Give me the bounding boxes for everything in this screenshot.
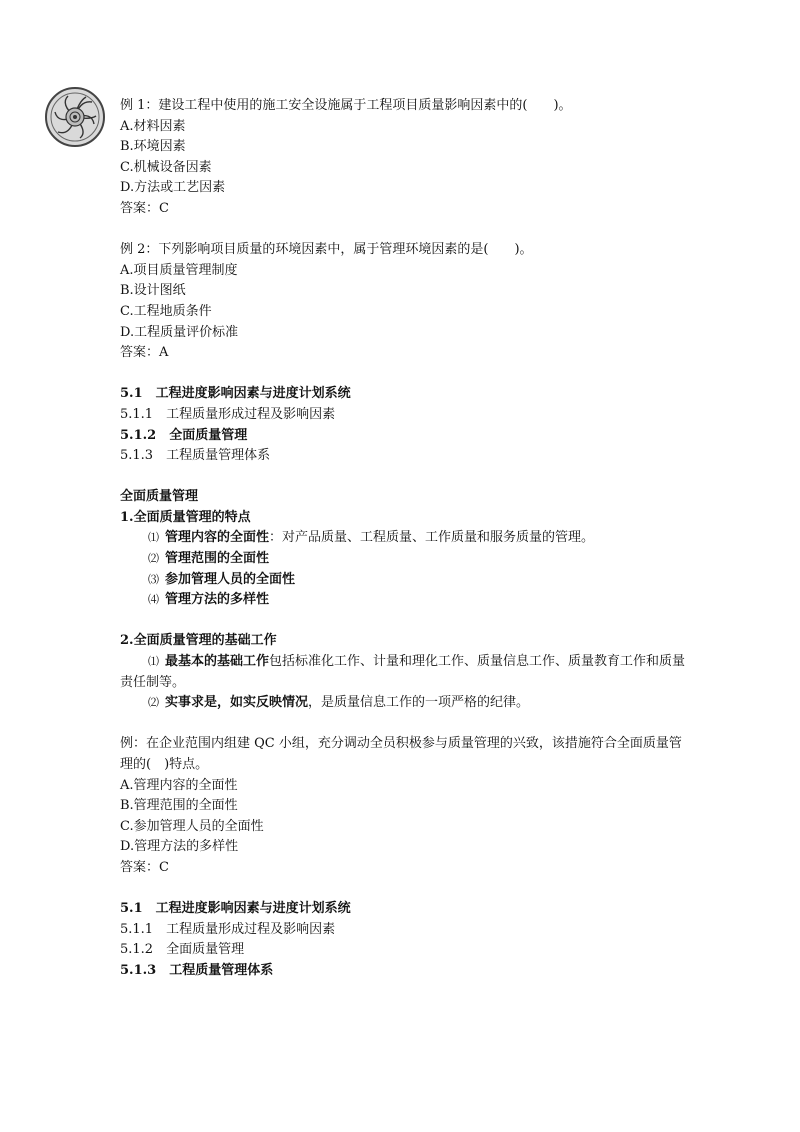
example-1-option-a: A.材料因素 <box>120 118 186 134</box>
feature-1-rest: ：对产品质量、工程质量、工作质量和服务质量的管理。 <box>269 530 595 546</box>
basic-2-number: ⑵ <box>148 696 159 710</box>
feature-1-bold: 管理内容的全面性 <box>165 530 270 546</box>
example-3-answer: 答案：C <box>120 859 169 875</box>
tqm-section-1-title: 1.全面质量管理的特点 <box>120 509 251 525</box>
example-3-option-c: C.参加管理人员的全面性 <box>120 818 264 834</box>
toc-1-item-1: 5.1.1 工程质量形成过程及影响因素 <box>120 406 336 422</box>
example-1-option-b: B.环境因素 <box>120 139 186 155</box>
feature-3-number: ⑶ <box>148 572 159 586</box>
tqm-feature-2 <box>120 549 690 570</box>
tqm-section-2-title: 2.全面质量管理的基础工作 <box>120 633 277 649</box>
example-3-option-b: B.管理范围的全面性 <box>120 798 238 814</box>
example-2-option-a: A.项目质量管理制度 <box>120 262 238 278</box>
example-1-question: 例 1：建设工程中使用的施工安全设施属于工程项目质量影响因素中的( )。 <box>120 98 572 113</box>
tqm-feature-1 <box>120 528 690 549</box>
toc-2-item-2: 5.1.2 全面质量管理 <box>120 942 245 958</box>
toc-1-heading: 5.1 工程进度影响因素与进度计划系统 <box>120 386 351 402</box>
example-3-question: 例：在企业范围内组建 QC 小组，充分调动全员积极参与质量管理的兴致，该措施符合全面质量管理的( )特点。 <box>120 736 682 772</box>
basic-2-bold: 实事求是，如实反映情况 <box>165 695 309 711</box>
tqm-title: 全面质量管理 <box>120 489 199 505</box>
example-3-option-d: D.管理方法的多样性 <box>120 839 239 855</box>
basic-1-rest: 包括标准化工作、计量和理化工作、质量信息工作、质量教育工作和质量责任制等。 <box>120 654 686 690</box>
basic-2-rest: ，是质量信息工作的一项严格的纪律。 <box>308 695 530 711</box>
example-2-option-b: B.设计图纸 <box>120 283 186 299</box>
spiral-seal-icon <box>44 86 106 148</box>
toc-1-item-3: 5.1.3 工程质量管理体系 <box>120 448 271 464</box>
toc-2-item-1: 5.1.1 工程质量形成过程及影响因素 <box>120 921 336 937</box>
basic-1-bold: 最基本的基础工作 <box>165 654 270 670</box>
example-1-answer: 答案：C <box>120 200 169 216</box>
tqm-basic-2 <box>120 693 690 714</box>
example-1-option-d: D.方法或工艺因素 <box>120 180 226 196</box>
example-2-answer: 答案：A <box>120 345 169 361</box>
feature-1-number: ⑴ <box>148 531 159 545</box>
tqm-feature-3 <box>120 570 690 591</box>
document-page <box>120 96 690 982</box>
example-2-option-c: C.工程地质条件 <box>120 303 212 319</box>
example-3-option-a: A.管理内容的全面性 <box>120 777 238 793</box>
tqm-feature-4 <box>120 590 690 611</box>
example-2-option-d: D.工程质量评价标准 <box>120 324 239 340</box>
example-1-option-c: C.机械设备因素 <box>120 159 212 175</box>
tqm-basic-1 <box>120 652 690 693</box>
example-2-question: 例 2：下列影响项目质量的环境因素中，属于管理环境因素的是( )。 <box>120 242 533 258</box>
feature-2-bold: 管理范围的全面性 <box>165 551 270 567</box>
toc-2-item-3: 5.1.3 工程质量管理体系 <box>120 962 274 978</box>
feature-3-bold: 参加管理人员的全面性 <box>165 571 296 587</box>
basic-1-number: ⑴ <box>148 655 159 669</box>
feature-4-bold: 管理方法的多样性 <box>165 592 270 608</box>
feature-4-number: ⑷ <box>148 593 159 607</box>
toc-2-heading: 5.1 工程进度影响因素与进度计划系统 <box>120 901 351 917</box>
toc-1-item-2: 5.1.2 全面质量管理 <box>120 427 248 443</box>
feature-2-number: ⑵ <box>148 552 159 566</box>
